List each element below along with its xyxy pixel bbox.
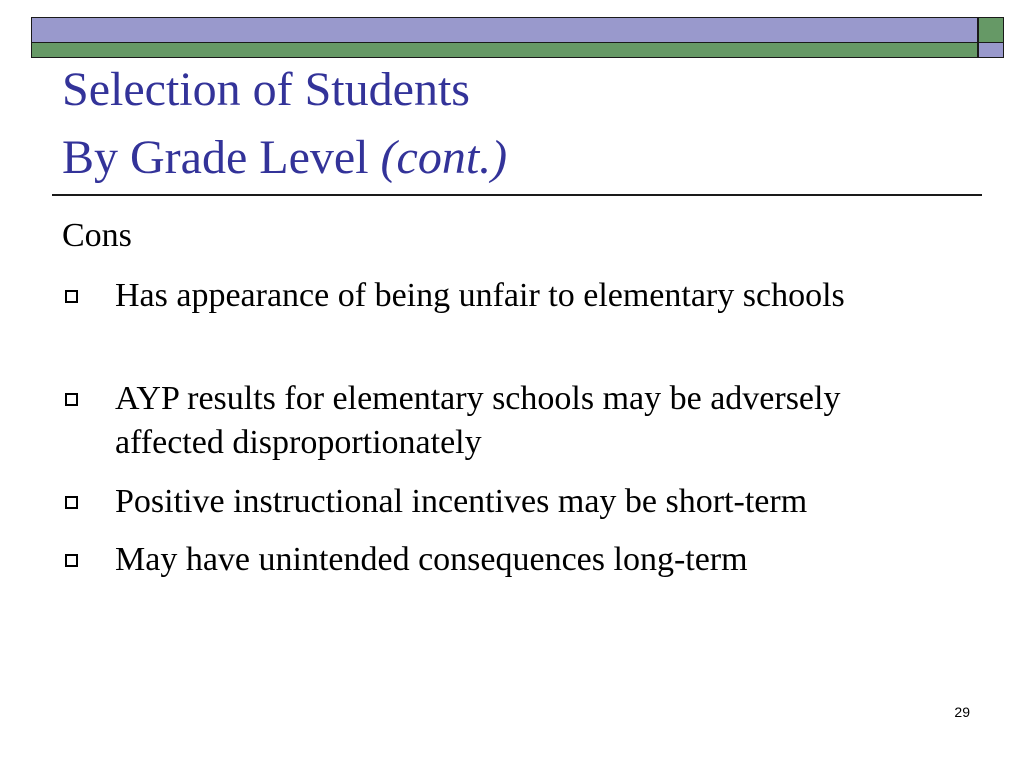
slide-title [62, 56, 507, 192]
bullet-text: Positive instructional incentives may be short-term [115, 483, 808, 520]
corner-square-blue [978, 42, 1004, 58]
bullet-item [62, 274, 942, 318]
bullet-item [62, 377, 942, 465]
bullet-text: AYP results for elementary schools may be adversely affected disproportionately [115, 380, 841, 461]
cons-heading: Cons [62, 217, 132, 254]
bullet-item [62, 480, 942, 524]
corner-square-green [978, 17, 1004, 43]
slide-number: 29 [954, 704, 970, 720]
header-band-blue [31, 17, 978, 43]
title-line-2-italic: (cont.) [380, 131, 508, 184]
bullet-item [62, 538, 942, 582]
bullet-text: May have unintended consequences long-term [115, 541, 748, 578]
title-line-2-main: By Grade Level [62, 131, 369, 184]
bullet-text: Has appearance of being unfair to elementary schools [115, 277, 845, 314]
hollow-square-icon [65, 290, 78, 303]
hollow-square-icon [65, 393, 78, 406]
title-line-1: Selection of Students [62, 63, 470, 116]
title-line-2 [62, 124, 507, 192]
title-divider [52, 194, 982, 196]
hollow-square-icon [65, 554, 78, 567]
hollow-square-icon [65, 496, 78, 509]
